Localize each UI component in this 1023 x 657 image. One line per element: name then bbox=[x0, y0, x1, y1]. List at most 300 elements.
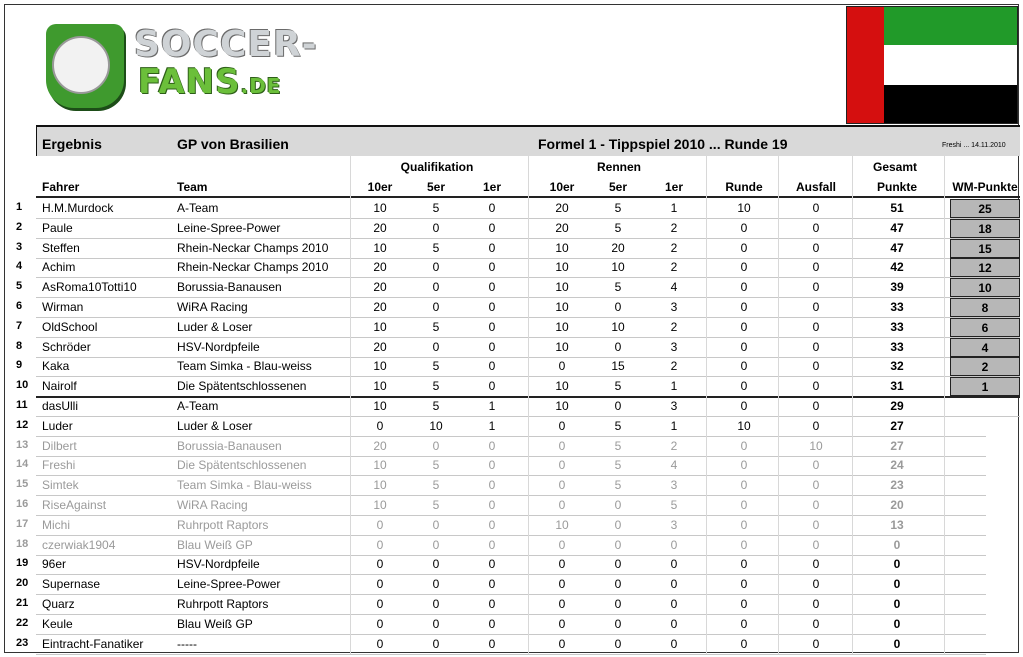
row-r1: 2 bbox=[670, 320, 678, 334]
row-r1: 3 bbox=[670, 478, 678, 492]
row-fahrer: AsRoma10Totti10 bbox=[42, 280, 137, 294]
row-q10: 20 bbox=[373, 300, 387, 314]
row-rank: 5 bbox=[16, 280, 23, 292]
row-team: HSV-Nordpfeile bbox=[177, 340, 260, 354]
row-q1: 0 bbox=[488, 379, 496, 393]
row-r10: 0 bbox=[558, 498, 566, 512]
col-q1: 1er bbox=[482, 180, 502, 194]
row-r10: 0 bbox=[558, 359, 566, 373]
row-team: A-Team bbox=[177, 201, 219, 215]
column-separator bbox=[944, 156, 945, 654]
row-r5: 5 bbox=[614, 379, 622, 393]
row-ausfall: 0 bbox=[812, 241, 820, 255]
row-runde: 0 bbox=[740, 379, 748, 393]
row-fahrer: OldSchool bbox=[42, 320, 98, 334]
row-divider bbox=[36, 456, 986, 457]
row-r10: 0 bbox=[558, 478, 566, 492]
row-r5: 5 bbox=[614, 439, 622, 453]
row-q5: 0 bbox=[432, 617, 440, 631]
row-q5: 5 bbox=[432, 478, 440, 492]
row-q10: 20 bbox=[373, 340, 387, 354]
row-fahrer: Eintracht-Fanatiker bbox=[42, 637, 144, 651]
row-q1: 0 bbox=[488, 637, 496, 651]
row-runde: 0 bbox=[740, 478, 748, 492]
row-punkte: 27 bbox=[890, 419, 904, 433]
row-team: Leine-Spree-Power bbox=[177, 577, 281, 591]
row-punkte: 0 bbox=[893, 637, 901, 651]
row-r1: 1 bbox=[670, 419, 678, 433]
row-wm-punkte: 2 bbox=[950, 357, 1020, 376]
row-r1: 0 bbox=[670, 617, 678, 631]
row-rank: 13 bbox=[16, 439, 29, 451]
row-r1: 0 bbox=[670, 577, 678, 591]
row-runde: 0 bbox=[740, 597, 748, 611]
row-divider bbox=[36, 515, 986, 516]
row-r10: 10 bbox=[555, 340, 569, 354]
row-r10: 0 bbox=[558, 597, 566, 611]
row-team: Team Simka - Blau-weiss bbox=[177, 478, 312, 492]
row-ausfall: 0 bbox=[812, 201, 820, 215]
row-q5: 0 bbox=[432, 300, 440, 314]
row-r5: 0 bbox=[614, 617, 622, 631]
row-fahrer: dasUlli bbox=[42, 399, 79, 413]
row-q1: 0 bbox=[488, 241, 496, 255]
row-r5: 0 bbox=[614, 557, 622, 571]
row-punkte: 0 bbox=[893, 577, 901, 591]
row-r10: 10 bbox=[555, 260, 569, 274]
row-team: HSV-Nordpfeile bbox=[177, 557, 260, 571]
row-r10: 0 bbox=[558, 557, 566, 571]
row-divider bbox=[36, 436, 986, 437]
row-r10: 10 bbox=[555, 300, 569, 314]
row-q5: 0 bbox=[432, 637, 440, 651]
row-runde: 0 bbox=[740, 260, 748, 274]
row-r1: 1 bbox=[670, 201, 678, 215]
row-ausfall: 10 bbox=[809, 439, 823, 453]
row-divider bbox=[36, 614, 986, 615]
row-q5: 5 bbox=[432, 241, 440, 255]
row-q1: 0 bbox=[488, 577, 496, 591]
col-q10: 10er bbox=[367, 180, 393, 194]
row-q10: 10 bbox=[373, 498, 387, 512]
row-r5: 5 bbox=[614, 280, 622, 294]
row-wm-punkte: 10 bbox=[950, 278, 1020, 297]
row-r5: 5 bbox=[614, 458, 622, 472]
row-rank: 2 bbox=[16, 221, 23, 233]
column-separator bbox=[350, 156, 351, 654]
row-rank: 18 bbox=[16, 538, 29, 550]
row-r5: 0 bbox=[614, 300, 622, 314]
column-separator bbox=[778, 156, 779, 654]
col-team: Team bbox=[177, 180, 208, 194]
row-r1: 0 bbox=[670, 557, 678, 571]
row-ausfall: 0 bbox=[812, 577, 820, 591]
row-q5: 10 bbox=[429, 419, 443, 433]
row-r1: 2 bbox=[670, 241, 678, 255]
row-runde: 0 bbox=[740, 359, 748, 373]
row-fahrer: Steffen bbox=[42, 241, 80, 255]
row-wm-punkte: 6 bbox=[950, 318, 1020, 337]
row-divider bbox=[36, 495, 986, 496]
uae-flag-icon bbox=[846, 6, 1018, 124]
row-r1: 5 bbox=[670, 498, 678, 512]
row-q5: 0 bbox=[432, 221, 440, 235]
row-team: Luder & Loser bbox=[177, 320, 253, 334]
row-q10: 0 bbox=[376, 577, 384, 591]
row-fahrer: Quarz bbox=[42, 597, 75, 611]
row-divider bbox=[36, 574, 986, 575]
row-punkte: 33 bbox=[890, 320, 904, 334]
row-r1: 2 bbox=[670, 439, 678, 453]
row-r10: 10 bbox=[555, 518, 569, 532]
row-q1: 0 bbox=[488, 439, 496, 453]
row-punkte: 24 bbox=[890, 458, 904, 472]
row-fahrer: Simtek bbox=[42, 478, 79, 492]
column-separator bbox=[852, 156, 853, 654]
row-fahrer: Schröder bbox=[42, 340, 91, 354]
logo-text-suffix: .DE bbox=[240, 74, 282, 98]
row-punkte: 32 bbox=[890, 359, 904, 373]
header-title: Formel 1 - Tippspiel 2010 ... Runde 19 bbox=[538, 136, 788, 152]
row-punkte: 0 bbox=[893, 597, 901, 611]
row-q5: 5 bbox=[432, 399, 440, 413]
row-q5: 0 bbox=[432, 577, 440, 591]
row-ausfall: 0 bbox=[812, 280, 820, 294]
row-q1: 0 bbox=[488, 538, 496, 552]
row-team: Rhein-Neckar Champs 2010 bbox=[177, 260, 329, 274]
row-r1: 0 bbox=[670, 637, 678, 651]
row-q10: 10 bbox=[373, 201, 387, 215]
row-team: A-Team bbox=[177, 399, 219, 413]
row-runde: 0 bbox=[740, 577, 748, 591]
row-fahrer: H.M.Murdock bbox=[42, 201, 114, 215]
soccer-ball-icon bbox=[52, 36, 110, 94]
row-r5: 0 bbox=[614, 597, 622, 611]
row-runde: 0 bbox=[740, 498, 748, 512]
row-wm-punkte: 18 bbox=[950, 219, 1020, 238]
row-r1: 4 bbox=[670, 458, 678, 472]
group-qualifikation: Qualifikation bbox=[400, 160, 474, 174]
row-q10: 0 bbox=[376, 637, 384, 651]
row-fahrer: Keule bbox=[42, 617, 73, 631]
row-punkte: 13 bbox=[890, 518, 904, 532]
row-q10: 20 bbox=[373, 439, 387, 453]
row-punkte: 23 bbox=[890, 478, 904, 492]
row-runde: 0 bbox=[740, 458, 748, 472]
row-wm-punkte: 15 bbox=[950, 239, 1020, 258]
row-team: Team Simka - Blau-weiss bbox=[177, 359, 312, 373]
row-q5: 0 bbox=[432, 557, 440, 571]
row-q10: 10 bbox=[373, 399, 387, 413]
row-r1: 3 bbox=[670, 518, 678, 532]
row-team: Rhein-Neckar Champs 2010 bbox=[177, 241, 329, 255]
row-fahrer: Michi bbox=[42, 518, 71, 532]
row-r10: 0 bbox=[558, 617, 566, 631]
row-ausfall: 0 bbox=[812, 518, 820, 532]
row-ausfall: 0 bbox=[812, 498, 820, 512]
row-team: Die Spätentschlossenen bbox=[177, 379, 307, 393]
row-team: Blau Weiß GP bbox=[177, 538, 253, 552]
col-wm-punkte: WM-Punkte bbox=[952, 180, 1018, 194]
row-q1: 0 bbox=[488, 359, 496, 373]
row-rank: 23 bbox=[16, 637, 29, 649]
row-ausfall: 0 bbox=[812, 637, 820, 651]
row-q1: 1 bbox=[488, 399, 496, 413]
row-fahrer: Kaka bbox=[42, 359, 70, 373]
logo-text-soccer: SOCCER- bbox=[134, 24, 318, 65]
row-team: Borussia-Banausen bbox=[177, 439, 282, 453]
row-q10: 10 bbox=[373, 320, 387, 334]
row-ausfall: 0 bbox=[812, 557, 820, 571]
row-q5: 0 bbox=[432, 340, 440, 354]
row-rank: 1 bbox=[16, 201, 23, 213]
row-punkte: 0 bbox=[893, 557, 901, 571]
row-q1: 0 bbox=[488, 458, 496, 472]
row-ausfall: 0 bbox=[812, 320, 820, 334]
logo-text-fans bbox=[138, 62, 281, 102]
row-r5: 0 bbox=[614, 498, 622, 512]
row-fahrer: 96er bbox=[42, 557, 67, 571]
row-q10: 10 bbox=[373, 359, 387, 373]
row-punkte: 27 bbox=[890, 439, 904, 453]
flag-white-band bbox=[884, 45, 1017, 85]
row-runde: 0 bbox=[740, 518, 748, 532]
row-fahrer: Nairolf bbox=[42, 379, 77, 393]
row-rank: 12 bbox=[16, 419, 29, 431]
row-runde: 0 bbox=[740, 538, 748, 552]
row-fahrer: Luder bbox=[42, 419, 73, 433]
row-rank: 15 bbox=[16, 478, 29, 490]
row-divider bbox=[36, 634, 986, 635]
row-ausfall: 0 bbox=[812, 399, 820, 413]
row-ausfall: 0 bbox=[812, 359, 820, 373]
row-rank: 20 bbox=[16, 577, 29, 589]
row-punkte: 39 bbox=[890, 280, 904, 294]
header-ergebnis: Ergebnis bbox=[42, 136, 102, 152]
row-r10: 10 bbox=[555, 379, 569, 393]
row-r5: 5 bbox=[614, 419, 622, 433]
row-rank: 14 bbox=[16, 458, 29, 470]
row-ausfall: 0 bbox=[812, 300, 820, 314]
row-r10: 10 bbox=[555, 399, 569, 413]
row-r5: 0 bbox=[614, 340, 622, 354]
col-q5: 5er bbox=[426, 180, 446, 194]
row-team: Ruhrpott Raptors bbox=[177, 518, 269, 532]
flag-black-band bbox=[884, 85, 1017, 123]
row-r1: 2 bbox=[670, 260, 678, 274]
row-fahrer: Dilbert bbox=[42, 439, 77, 453]
row-runde: 0 bbox=[740, 320, 748, 334]
row-q1: 0 bbox=[488, 617, 496, 631]
row-wm-punkte: 12 bbox=[950, 258, 1020, 277]
header-credit: Freshi ... 14.11.2010 bbox=[942, 142, 1006, 149]
row-runde: 0 bbox=[740, 439, 748, 453]
row-q5: 5 bbox=[432, 359, 440, 373]
flag-red-band bbox=[847, 7, 884, 123]
row-q10: 20 bbox=[373, 260, 387, 274]
row-q10: 10 bbox=[373, 458, 387, 472]
row-runde: 0 bbox=[740, 280, 748, 294]
row-runde: 0 bbox=[740, 557, 748, 571]
row-ausfall: 0 bbox=[812, 617, 820, 631]
row-fahrer: Achim bbox=[42, 260, 76, 274]
row-r1: 1 bbox=[670, 379, 678, 393]
row-punkte: 47 bbox=[890, 241, 904, 255]
row-r1: 4 bbox=[670, 280, 678, 294]
col-ausfall: Ausfall bbox=[795, 180, 836, 194]
row-q1: 0 bbox=[488, 300, 496, 314]
row-r10: 10 bbox=[555, 241, 569, 255]
row-r1: 2 bbox=[670, 359, 678, 373]
row-q5: 0 bbox=[432, 518, 440, 532]
row-q5: 5 bbox=[432, 379, 440, 393]
row-q1: 0 bbox=[488, 320, 496, 334]
row-q1: 0 bbox=[488, 340, 496, 354]
row-r5: 10 bbox=[611, 320, 625, 334]
row-q10: 20 bbox=[373, 221, 387, 235]
row-runde: 0 bbox=[740, 300, 748, 314]
row-r5: 0 bbox=[614, 538, 622, 552]
row-q10: 10 bbox=[373, 241, 387, 255]
row-runde: 10 bbox=[737, 201, 751, 215]
row-r10: 0 bbox=[558, 577, 566, 591]
row-ausfall: 0 bbox=[812, 340, 820, 354]
row-q1: 0 bbox=[488, 597, 496, 611]
row-punkte: 51 bbox=[890, 201, 904, 215]
row-team: ----- bbox=[177, 637, 197, 651]
row-rank: 3 bbox=[16, 241, 23, 253]
row-r5: 0 bbox=[614, 518, 622, 532]
row-fahrer: Supernase bbox=[42, 577, 101, 591]
row-runde: 0 bbox=[740, 340, 748, 354]
row-wm-punkte: 25 bbox=[950, 199, 1020, 218]
row-q10: 0 bbox=[376, 597, 384, 611]
row-rank: 9 bbox=[16, 359, 23, 371]
row-team: Leine-Spree-Power bbox=[177, 221, 281, 235]
row-punkte: 42 bbox=[890, 260, 904, 274]
row-r5: 0 bbox=[614, 637, 622, 651]
row-team: Die Spätentschlossenen bbox=[177, 458, 307, 472]
row-rank: 7 bbox=[16, 320, 23, 332]
row-r10: 0 bbox=[558, 637, 566, 651]
row-runde: 0 bbox=[740, 399, 748, 413]
row-r10: 20 bbox=[555, 221, 569, 235]
row-wm-punkte: 8 bbox=[950, 298, 1020, 317]
row-runde: 0 bbox=[740, 637, 748, 651]
row-fahrer: RiseAgainst bbox=[42, 498, 107, 512]
row-team: Ruhrpott Raptors bbox=[177, 597, 269, 611]
row-q5: 5 bbox=[432, 201, 440, 215]
row-q5: 0 bbox=[432, 439, 440, 453]
row-r1: 3 bbox=[670, 399, 678, 413]
row-team: Borussia-Banausen bbox=[177, 280, 282, 294]
row-q10: 10 bbox=[373, 379, 387, 393]
row-r5: 10 bbox=[611, 260, 625, 274]
row-rank: 11 bbox=[16, 399, 28, 411]
row-punkte: 47 bbox=[890, 221, 904, 235]
row-punkte: 31 bbox=[890, 379, 904, 393]
row-punkte: 0 bbox=[893, 617, 901, 631]
row-q10: 0 bbox=[376, 538, 384, 552]
row-q10: 20 bbox=[373, 280, 387, 294]
logo-text-fans-main: FANS bbox=[138, 62, 241, 102]
row-q5: 0 bbox=[432, 280, 440, 294]
row-r1: 3 bbox=[670, 300, 678, 314]
row-r5: 0 bbox=[614, 399, 622, 413]
row-q5: 5 bbox=[432, 320, 440, 334]
row-r5: 0 bbox=[614, 577, 622, 591]
row-r10: 10 bbox=[555, 320, 569, 334]
row-q1: 0 bbox=[488, 260, 496, 274]
row-r1: 0 bbox=[670, 597, 678, 611]
row-q1: 0 bbox=[488, 221, 496, 235]
row-rank: 21 bbox=[16, 597, 29, 609]
row-r10: 20 bbox=[555, 201, 569, 215]
row-rank: 4 bbox=[16, 260, 23, 272]
row-runde: 0 bbox=[740, 617, 748, 631]
row-divider bbox=[36, 594, 986, 595]
row-team: Blau Weiß GP bbox=[177, 617, 253, 631]
soccer-fans-logo[interactable] bbox=[46, 18, 318, 118]
row-ausfall: 0 bbox=[812, 221, 820, 235]
row-r1: 3 bbox=[670, 340, 678, 354]
row-wm-punkte: 1 bbox=[950, 377, 1020, 396]
row-q5: 0 bbox=[432, 597, 440, 611]
row-rank: 17 bbox=[16, 518, 29, 530]
row-divider bbox=[36, 654, 986, 655]
row-q10: 0 bbox=[376, 419, 384, 433]
row-r5: 5 bbox=[614, 201, 622, 215]
row-q10: 10 bbox=[373, 478, 387, 492]
row-q1: 0 bbox=[488, 201, 496, 215]
row-ausfall: 0 bbox=[812, 458, 820, 472]
row-q1: 0 bbox=[488, 557, 496, 571]
row-q10: 0 bbox=[376, 557, 384, 571]
row-runde: 0 bbox=[740, 241, 748, 255]
row-r10: 10 bbox=[555, 280, 569, 294]
row-punkte: 33 bbox=[890, 300, 904, 314]
row-ausfall: 0 bbox=[812, 597, 820, 611]
row-team: Luder & Loser bbox=[177, 419, 253, 433]
col-r10: 10er bbox=[549, 180, 575, 194]
row-punkte: 29 bbox=[890, 399, 904, 413]
row-ausfall: 0 bbox=[812, 478, 820, 492]
row-q5: 0 bbox=[432, 260, 440, 274]
row-r5: 20 bbox=[611, 241, 625, 255]
row-team: WiRA Racing bbox=[177, 300, 248, 314]
group-gesamt: Gesamt bbox=[872, 160, 918, 174]
row-r5: 15 bbox=[611, 359, 625, 373]
row-r10: 0 bbox=[558, 458, 566, 472]
row-q1: 0 bbox=[488, 518, 496, 532]
row-q10: 0 bbox=[376, 518, 384, 532]
row-r1: 0 bbox=[670, 538, 678, 552]
row-punkte: 20 bbox=[890, 498, 904, 512]
row-rank: 10 bbox=[16, 379, 29, 391]
row-runde: 0 bbox=[740, 221, 748, 235]
row-divider bbox=[36, 555, 986, 556]
row-q1: 1 bbox=[488, 419, 496, 433]
row-rank: 16 bbox=[16, 498, 29, 510]
row-q5: 5 bbox=[432, 458, 440, 472]
col-punkte: Punkte bbox=[876, 180, 917, 194]
row-q1: 0 bbox=[488, 280, 496, 294]
row-r5: 5 bbox=[614, 221, 622, 235]
col-fahrer: Fahrer bbox=[42, 180, 80, 194]
header-race: GP von Brasilien bbox=[177, 136, 289, 152]
row-ausfall: 0 bbox=[812, 260, 820, 274]
row-divider bbox=[36, 475, 986, 476]
